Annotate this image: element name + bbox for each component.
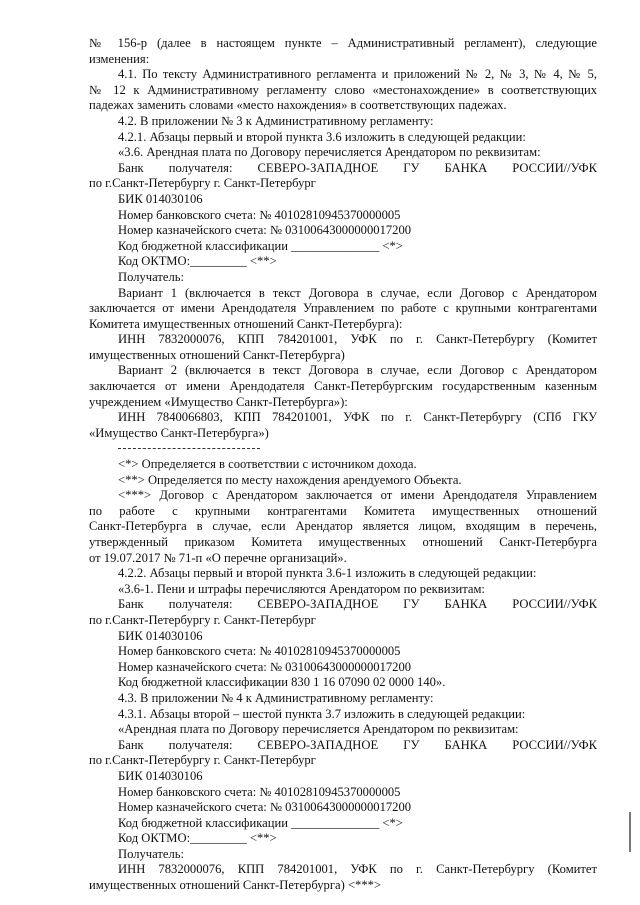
text-line: Получатель: <box>118 846 185 861</box>
text-line: по г.Санкт-Петербургу г. Санкт-Петербург <box>89 176 316 191</box>
text-line: БИК 014030106 <box>118 191 203 206</box>
text-line: 4.2.2. Абзацы первый и второй пункта 3.6-1 изложить в следующей редакции: <box>118 566 537 581</box>
text-line: 4.3. В приложении № 4 к Административному регламенту: <box>118 690 434 705</box>
text-line: № 12 к Административному регламенту слово «местонахождение» в соответствующих <box>89 82 597 97</box>
text-line: <***> Договор с Арендатором заключается от имени Арендодателя Управлением <box>118 488 597 503</box>
text-line: ИНН 7832000076, КПП 784201001, УФК по г. Санкт-Петербургу (Комитет <box>118 332 597 347</box>
text-line: Код бюджетной классификации ______________ <*> <box>118 815 403 830</box>
text-line: <*> Определяется в соответствии с источником дохода. <box>118 457 417 472</box>
text-line: по работе с крупными контрагентами Комитета имущественных отношений <box>89 503 597 518</box>
text-line: ИНН 7840066803, КПП 784201001, УФК по г. Санкт-Петербургу (СПб ГКУ <box>118 410 597 425</box>
text-line: Банк получателя: СЕВЕРО-ЗАПАДНОЕ ГУ БАНКА РОССИИ//УФК <box>118 160 597 175</box>
text-line: БИК 014030106 <box>118 768 203 783</box>
text-line: «Имущество Санкт-Петербурга») <box>89 425 269 440</box>
text-line: имущественных отношений Санкт-Петербурга) <box>89 347 345 362</box>
text-line: ИНН 7832000076, КПП 784201001, УФК по г. Санкт-Петербургу (Комитет <box>118 862 597 877</box>
text-line: <**> Определяется по месту нахождения арендуемого Объекта. <box>118 472 462 487</box>
text-line: по г.Санкт-Петербургу г. Санкт-Петербург <box>89 753 316 768</box>
document-body <box>89 36 597 894</box>
text-line: «Арендная плата по Договору перечисляется Арендатором по реквизитам: <box>118 722 519 737</box>
text-line: Код бюджетной классификации 830 1 16 07090 02 0000 140». <box>118 675 446 690</box>
text-line: 4.2. В приложении № 3 к Административному регламенту: <box>118 113 434 128</box>
text-line: от 19.07.2017 № 71-п «О перечне организаций». <box>89 550 347 565</box>
text-line: 4.1. По тексту Административного регламента и приложений № 2, № 3, № 4, № 5, <box>118 67 597 82</box>
text-line: Номер банковского счета: № 40102810945370000005 <box>118 644 401 659</box>
separator-line <box>118 448 260 449</box>
text-line: Номер банковского счета: № 40102810945370000005 <box>118 784 401 799</box>
text-line: Код бюджетной классификации ______________ <*> <box>118 238 403 253</box>
text-line: Комитета имущественных отношений Санкт-Петербурга): <box>89 316 403 331</box>
text-line: Вариант 2 (включается в текст Договора в случае, если Договор с Арендатором <box>118 363 597 378</box>
text-line: Банк получателя: СЕВЕРО-ЗАПАДНОЕ ГУ БАНКА РОССИИ//УФК <box>118 597 597 612</box>
text-line: Код ОКТМО:_________ <**> <box>118 831 277 846</box>
text-line: 4.2.1. Абзацы первый и второй пункта 3.6 изложить в следующей редакции: <box>118 129 526 144</box>
text-line: Номер казначейского счета: № 03100643000000017200 <box>118 800 412 815</box>
text-line: Номер казначейского счета: № 03100643000000017200 <box>118 659 412 674</box>
text-line: БИК 014030106 <box>118 628 203 643</box>
text-line: Получатель: <box>118 269 185 284</box>
footnote-separator <box>89 441 597 457</box>
text-line: имущественных отношений Санкт-Петербурга) <***> <box>89 878 382 893</box>
text-line: учреждением «Имущество Санкт-Петербурга»): <box>89 394 348 409</box>
text-line: изменения: <box>89 51 150 66</box>
text-line: № 156-р (далее в настоящем пункте – Административный регламент), следующие <box>89 36 597 50</box>
text-line: Банк получателя: СЕВЕРО-ЗАПАДНОЕ ГУ БАНКА РОССИИ//УФК <box>118 737 597 752</box>
text-line: утвержденный приказом Комитета имущественных отношений Санкт-Петербурга <box>89 535 597 549</box>
text-line: заключается от имени Арендодателя Управлением по работе с крупными контрагентами <box>89 301 597 316</box>
text-line: заключается от имени Арендодателя Санкт-Петербургским государственным казенным <box>89 379 597 394</box>
text-line: Санкт-Петербурга в случае, если Арендатор является лицом, входящим в перечень, <box>89 519 597 534</box>
text-line: Вариант 1 (включается в текст Договора в случае, если Договор с Арендатором <box>118 285 597 300</box>
text-line: Номер казначейского счета: № 03100643000000017200 <box>118 223 412 238</box>
text-line: «3.6-1. Пени и штрафы перечисляются Арендатором по реквизитам: <box>118 581 485 596</box>
text-line: по г.Санкт-Петербургу г. Санкт-Петербург <box>89 612 316 627</box>
text-line: Номер банковского счета: № 40102810945370000005 <box>118 207 401 222</box>
text-line: падежах заменить словами «место нахождения» в соответствующих падежах. <box>89 98 507 113</box>
text-line: Код ОКТМО:_________ <**> <box>118 254 277 269</box>
text-line: 4.3.1. Абзацы второй – шестой пункта 3.7 изложить в следующей редакции: <box>118 706 526 721</box>
scan-edge-mark <box>629 812 631 852</box>
text-line: «3.6. Арендная плата по Договору перечисляется Арендатором по реквизитам: <box>118 145 541 160</box>
